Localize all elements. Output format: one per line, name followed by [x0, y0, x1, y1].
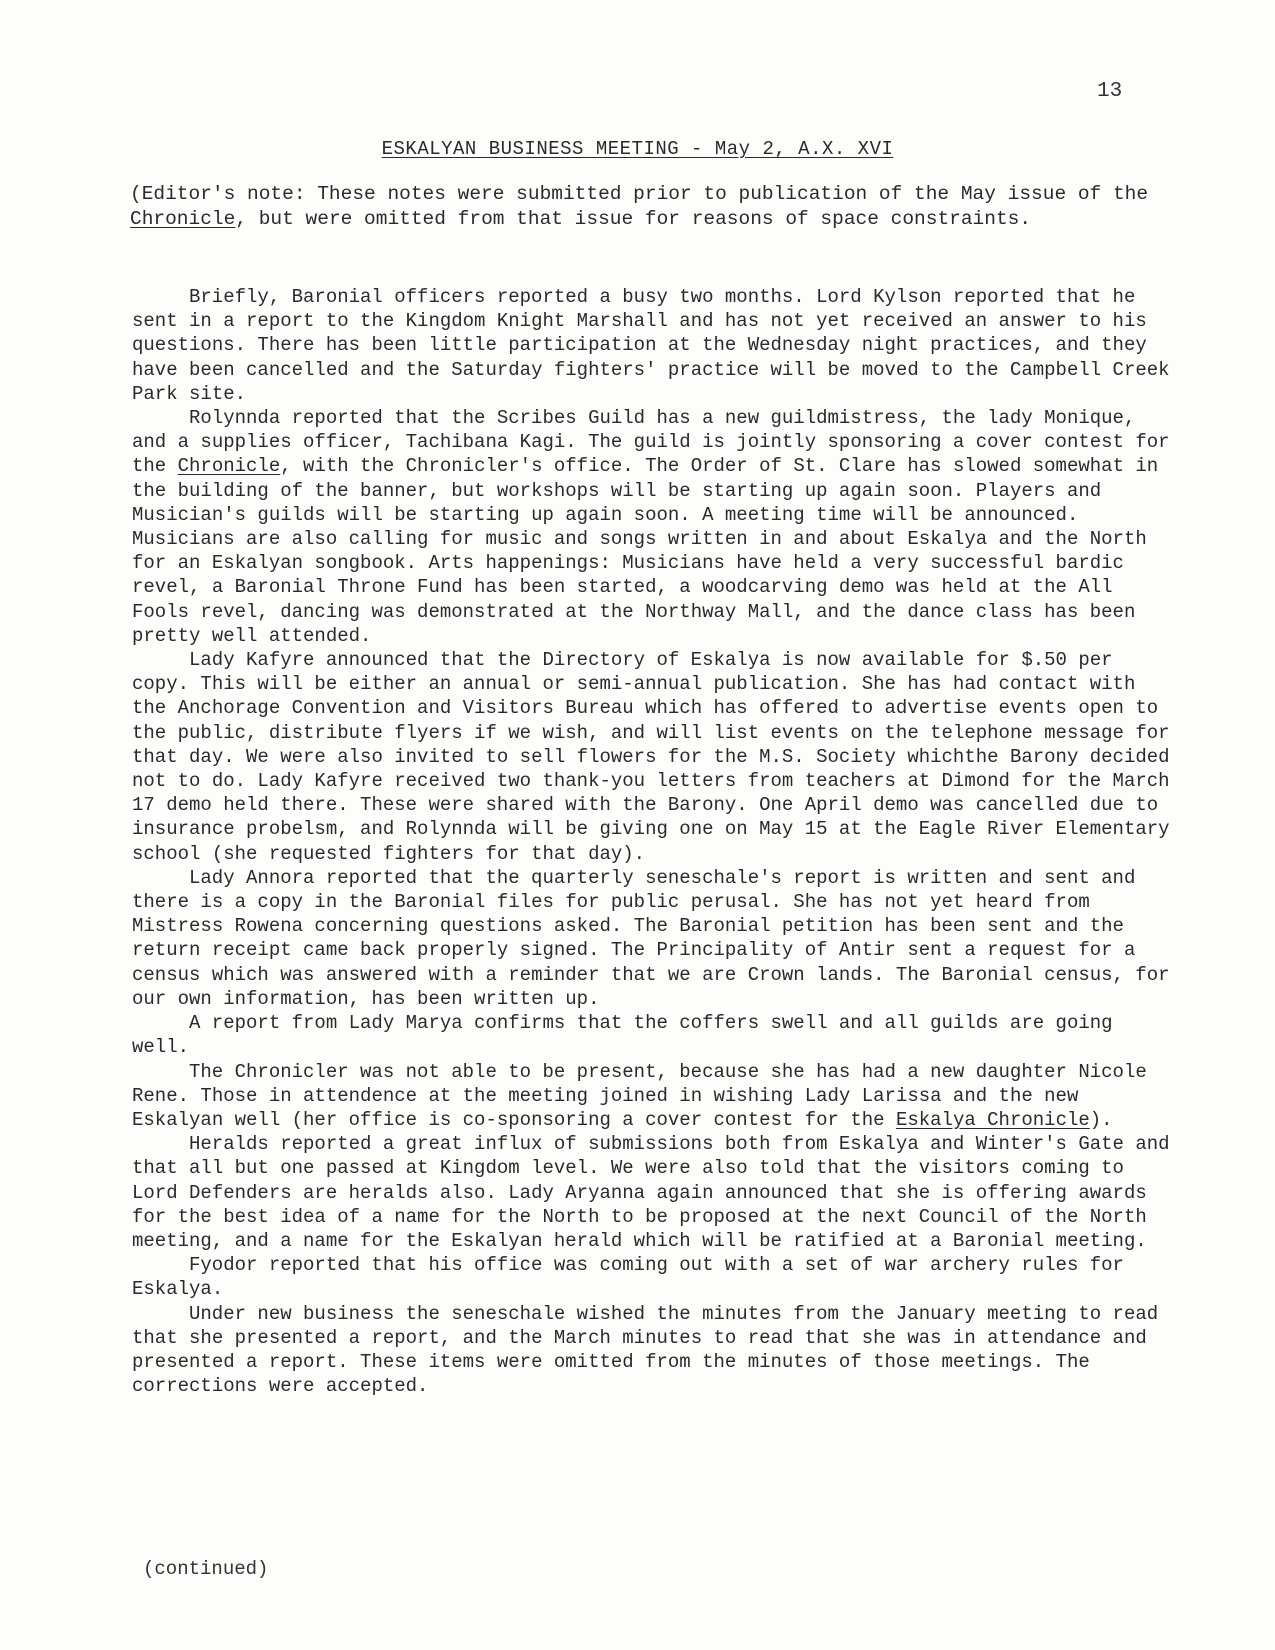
paragraph-officers: Briefly, Baronial officers reported a busy two months. Lord Kylson reported that he sent in a report to the Kingdom Knight Marshall and has not yet received an answer to his questions. There has been little participation at the Wednesday night practices, and they have been cancelled and the Saturday fighters' practice will be moved to the Campbell Creek Park site. [132, 286, 1170, 405]
paragraph-new-business: Under new business the seneschale wished the minutes from the January meeting to read that she presented a report, and the March minutes to read that she was in attendance and presented a report. These items were omitted from the minutes of those meetings. The corrections were accepted. [132, 1302, 1159, 1398]
paragraph-annora: Lady Annora reported that the quarterly seneschale's report is written and sent and there is a copy in the Baronial files for public perusal. She has not yet heard from Mistress Rowena concerning questions asked. The Baronial petition has been sent and the return receipt came back properly signed. The Principality of Antir sent a request for a census which was answered with a reminder that we are Crown lands. The Baronial census, for our own information, has been written up. [132, 866, 1170, 1010]
editor-note [130, 182, 1170, 231]
continued-note: (continued) [143, 1558, 269, 1580]
publication-title: Chronicle [177, 455, 281, 478]
editor-note-text-end: , but were omitted from that issue for reasons of space constraints. [235, 207, 1032, 230]
page-title-text: ESKALYAN BUSINESS MEETING - May 2, A.X. XVI [381, 138, 894, 160]
paragraph-scribes [132, 406, 1177, 648]
paragraph-chronicler [132, 1060, 1177, 1133]
meeting-minutes-body [132, 285, 1177, 1398]
page-number: 13 [1097, 80, 1123, 103]
page-title [0, 138, 1275, 160]
editor-note-text: (Editor's note: These notes were submitted prior to publication of the May issue of the [130, 183, 1149, 205]
paragraph-heralds: Heralds reported a great influx of submissions both from Eskalya and Winter's Gate and that all but one passed at Kingdom level. We were also told that the visitors coming to Lord Defenders are heralds also. Lady Aryanna again announced that she is offering awards for the best idea of a name for the North to be proposed at the next Council of the North meeting, and a name for the Eskalyan herald which will be ratified at a Baronial meeting. [132, 1133, 1170, 1252]
paragraph-marya: A report from Lady Marya confirms that the coffers swell and all guilds are going well. [132, 1012, 1113, 1059]
editor-note-publication: Chronicle [130, 207, 236, 230]
paragraph-text: The Chronicler was not able to be present, because she has had a new daughter Nicole Rene. Those in attendence at the meeting joined in wishing Lady Larissa and the new Eskalyan well (her office is co-sponsoring a cover contest for the [132, 1060, 1147, 1131]
paragraph-kafyre: Lady Kafyre announced that the Directory of Eskalya is now available for $.50 per copy. This will be either an annual or semi-annual publication. She has had contact with the Anchorage Convention and Visitors Bureau which has offered to advertise events open to the public, distribute flyers if we wish, and will list events on the telephone message for that day. We were also invited to sell flowers for the M.S. Society whichthe Barony decided not to do. Lady Kafyre received two thank-you letters from teachers at Dimond for the March 17 demo held there. These were shared with the Barony. One April demo was cancelled due to insurance probelsm, and Rolynnda will be giving one on May 15 at the Eagle River Elementary school (she requested fighters for that day). [132, 649, 1170, 865]
paragraph-text: ). [1089, 1108, 1113, 1131]
paragraph-fyodor: Fyodor reported that his office was coming out with a set of war archery rules for Eskalya. [132, 1254, 1124, 1301]
paragraph-text: , with the Chronicler's office. The Order of St. Clare has slowed somewhat in the building of the banner, but workshops will be starting up again soon. Players and Musician's guilds will be starting up again soon. A meeting time will be announced. Musicians are also calling for music and songs written in and about Eskalya and the North for an Eskalyan songbook. Arts happenings: Musicians have held a very successful bardic revel, a Baronial Throne Fund has been started, a woodcarving demo was held at the All Fools revel, dancing was demonstrated at the Northway Mall, and the dance class has been pretty well attended. [132, 455, 1159, 647]
publication-title: Eskalya Chronicle [895, 1108, 1090, 1131]
paragraph-text: Rolynnda reported that the Scribes Guild has a new guildmistress, the lady Monique, and a supplies officer, Tachibana Kagi. The guild is jointly sponsoring a cover contest for the [132, 407, 1170, 478]
